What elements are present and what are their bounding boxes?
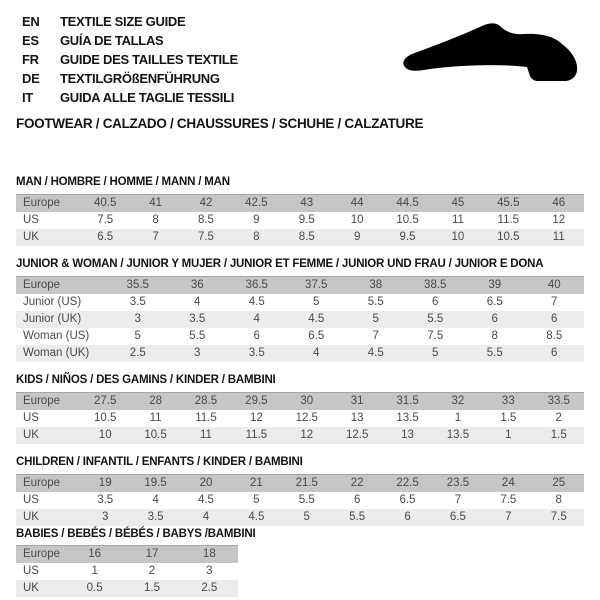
size-value: 6 [432, 296, 439, 308]
size-value: 6.5 [97, 231, 114, 243]
size-value: 40.5 [94, 197, 117, 209]
size-value: 11 [451, 214, 464, 226]
size-value: 4.5 [308, 313, 325, 325]
size-table [16, 276, 584, 362]
size-value: 16 [88, 548, 102, 560]
size-value: 9.5 [399, 231, 416, 243]
size-value: 30 [300, 395, 314, 407]
size-table [16, 194, 584, 246]
size-value: 43 [300, 197, 314, 209]
table-row [16, 277, 584, 295]
size-value: 11.5 [195, 412, 217, 424]
table-row [16, 410, 584, 427]
row-label: Woman (US) [23, 330, 90, 342]
size-value: 28 [149, 395, 162, 407]
section-title: BABIES / BEBÉS / BÉBÉS / BABYS /BAMBINI [16, 528, 256, 540]
size-value: 5.5 [349, 511, 366, 523]
size-value: 28.5 [194, 395, 218, 407]
size-value: 1.5 [143, 582, 160, 594]
size-value: 42 [199, 197, 213, 209]
size-value: 3 [206, 565, 213, 577]
size-value: 33 [501, 395, 515, 407]
shoe-icon [400, 22, 580, 84]
size-section [16, 373, 584, 444]
size-value: 41 [149, 197, 162, 209]
size-value: 37.5 [305, 279, 328, 291]
size-value: 21 [249, 477, 263, 489]
size-value: 12 [300, 429, 314, 441]
size-value: 4.5 [248, 296, 265, 308]
size-value: 3 [134, 313, 141, 325]
table-row [16, 563, 238, 580]
language-label: GUÍA DE TALLAS [60, 33, 164, 48]
size-value: 8 [555, 494, 562, 506]
size-value: 11 [552, 231, 565, 243]
size-value: 22 [350, 477, 364, 489]
size-value: 11 [200, 429, 212, 441]
size-value: 1.5 [500, 412, 517, 424]
size-value: 13 [401, 429, 414, 441]
size-value: 42.5 [245, 197, 268, 209]
size-value: 39 [488, 279, 502, 291]
size-value: 7 [454, 494, 462, 506]
size-value: 10 [451, 231, 465, 243]
row-label: US [23, 494, 39, 506]
row-label: Woman (UK) [23, 347, 90, 359]
size-value: 6 [491, 313, 498, 325]
size-value: 6 [253, 330, 260, 342]
table-row [16, 427, 584, 444]
size-value: 45 [451, 197, 465, 209]
row-label: Junior (US) [23, 296, 82, 308]
size-tables [16, 175, 584, 597]
size-value: 33.5 [547, 395, 570, 407]
size-value: 2 [555, 412, 562, 424]
table-row [16, 195, 584, 213]
size-value: 3 [194, 347, 201, 359]
size-value: 11.5 [245, 429, 268, 441]
table-row [16, 328, 584, 345]
size-value: 1.5 [550, 429, 567, 441]
size-value: 2 [148, 565, 156, 577]
language-code: EN [22, 14, 40, 29]
size-table [16, 474, 584, 526]
size-value: 19 [98, 477, 112, 489]
size-value: 4 [253, 313, 260, 325]
size-value: 1 [505, 429, 512, 441]
size-value: 6.5 [449, 511, 466, 523]
size-value: 10.5 [94, 412, 117, 424]
section-title: CHILDREN / INFANTIL / ENFANTS / KINDER / BAMBINI [16, 456, 303, 468]
language-code: DE [22, 71, 40, 86]
size-value: 12.5 [345, 429, 369, 441]
size-value: 10 [350, 214, 364, 226]
category-heading: FOOTWEAR / CALZADO / CHAUSSURES / SCHUHE / CALZATURE [16, 116, 424, 131]
size-value: 2.5 [129, 347, 146, 359]
size-value: 4 [202, 511, 210, 523]
size-value: 19.5 [144, 477, 167, 489]
row-label: Junior (UK) [23, 313, 82, 325]
size-value: 4 [152, 494, 159, 506]
size-value: 5 [372, 313, 379, 325]
size-value: 6 [551, 313, 558, 325]
row-label: UK [23, 429, 39, 441]
row-label: Europe [23, 477, 61, 489]
size-value: 20 [199, 477, 213, 489]
language-code: FR [22, 52, 39, 67]
size-value: 13.5 [396, 412, 419, 424]
size-value: 5.5 [427, 313, 444, 325]
size-value: 4.5 [367, 347, 384, 359]
size-value: 5 [134, 330, 141, 342]
size-value: 11.5 [497, 214, 520, 226]
language-row [22, 88, 584, 107]
row-label: US [23, 565, 39, 577]
size-value: 45.5 [497, 197, 520, 209]
language-label: GUIDA ALLE TAGLIE TESSILI [60, 90, 235, 105]
size-value: 5.5 [298, 494, 315, 506]
size-value: 18 [202, 548, 216, 560]
size-table [16, 392, 584, 444]
row-label: US [23, 214, 39, 226]
size-value: 10.5 [396, 214, 419, 226]
table-row [16, 580, 238, 597]
size-section [16, 527, 584, 597]
size-value: 1 [454, 412, 462, 424]
table-row [16, 393, 584, 411]
size-value: 35.5 [126, 279, 149, 291]
size-value: 3.5 [129, 296, 146, 308]
size-value: 38.5 [424, 279, 447, 291]
size-section [16, 455, 584, 526]
size-value: 8.5 [546, 330, 563, 342]
size-value: 8 [491, 330, 498, 342]
size-value: 22.5 [396, 477, 419, 489]
size-value: 6.5 [399, 494, 416, 506]
size-section [16, 257, 584, 362]
size-value: 3.5 [147, 511, 164, 523]
size-value: 9 [353, 231, 361, 243]
size-value: 3.5 [97, 494, 114, 506]
language-label: GUIDE DES TAILLES TEXTILE [60, 52, 238, 67]
size-value: 0.5 [86, 582, 103, 594]
row-label: UK [23, 231, 39, 243]
language-code: IT [22, 90, 33, 105]
row-label: Europe [23, 197, 61, 209]
size-value: 5 [253, 494, 260, 506]
table-row [16, 546, 238, 564]
size-value: 40 [547, 279, 561, 291]
size-value: 3 [101, 511, 109, 523]
size-value: 4 [194, 296, 201, 308]
language-label: TEXTILGRÖßENFÜHRUNG [60, 71, 220, 86]
size-value: 38 [369, 279, 383, 291]
size-value: 4.5 [197, 494, 214, 506]
size-value: 32 [451, 395, 465, 407]
table-row [16, 509, 584, 526]
size-value: 5.5 [189, 330, 206, 342]
size-value: 13.5 [446, 429, 470, 441]
size-value: 12 [552, 214, 566, 226]
size-value: 8.5 [197, 214, 214, 226]
section-title: JUNIOR & WOMAN / JUNIOR Y MUJER / JUNIOR ET FEMME / JUNIOR UND FRAU / JUNIOR E DONA [16, 258, 544, 270]
size-value: 7 [505, 511, 512, 523]
size-value: 7.5 [97, 214, 114, 226]
size-value: 3.5 [189, 313, 206, 325]
table-row [16, 492, 584, 509]
size-value: 5 [313, 296, 320, 308]
size-value: 6.5 [308, 330, 325, 342]
size-value: 24 [501, 477, 515, 489]
size-value: 10.5 [144, 429, 167, 441]
row-label: UK [23, 511, 39, 523]
size-value: 7 [152, 231, 159, 243]
size-value: 27.5 [94, 395, 117, 407]
row-label: Europe [23, 548, 61, 560]
size-value: 46 [552, 197, 566, 209]
size-value: 44.5 [396, 197, 419, 209]
table-row [16, 229, 584, 246]
size-value: 6 [551, 347, 558, 359]
size-value: 8 [253, 231, 260, 243]
size-value: 4 [313, 347, 320, 359]
size-value: 8.5 [298, 231, 315, 243]
size-value: 6 [404, 511, 411, 523]
table-row [16, 212, 584, 229]
size-value: 7.5 [427, 330, 444, 342]
section-title: MAN / HOMBRE / HOMME / MANN / MAN [16, 176, 230, 188]
table-row [16, 311, 584, 328]
size-value: 5.5 [486, 347, 503, 359]
size-value: 6.5 [486, 296, 503, 308]
size-value: 7.5 [197, 231, 214, 243]
size-value: 5 [303, 511, 310, 523]
row-label: Europe [23, 395, 61, 407]
language-code: ES [22, 33, 39, 48]
table-row [16, 294, 584, 311]
size-value: 2.5 [201, 582, 218, 594]
size-value: 9.5 [298, 214, 315, 226]
size-value: 10.5 [497, 231, 520, 243]
size-value: 11 [149, 412, 162, 424]
size-value: 29.5 [245, 395, 268, 407]
size-value: 31.5 [396, 395, 419, 407]
row-label: Europe [23, 279, 61, 291]
row-label: UK [23, 582, 39, 594]
language-label: TEXTILE SIZE GUIDE [60, 14, 186, 29]
size-value: 31 [350, 395, 364, 407]
size-table [16, 545, 238, 597]
size-value: 1 [91, 565, 98, 577]
size-value: 6 [353, 494, 361, 506]
size-value: 21.5 [295, 477, 318, 489]
size-value: 23.5 [446, 477, 470, 489]
size-value: 4.5 [248, 511, 265, 523]
size-value: 9 [253, 214, 260, 226]
size-value: 12.5 [295, 412, 318, 424]
size-value: 13 [350, 412, 364, 424]
size-value: 12 [249, 412, 263, 424]
size-value: 17 [145, 548, 159, 560]
size-value: 7.5 [550, 511, 567, 523]
size-value: 10 [98, 429, 112, 441]
size-value: 25 [552, 477, 566, 489]
size-value: 44 [350, 197, 364, 209]
size-value: 5.5 [367, 296, 384, 308]
size-value: 7 [551, 296, 558, 308]
size-value: 7 [372, 330, 379, 342]
size-value: 8 [152, 214, 159, 226]
size-value: 3.5 [248, 347, 265, 359]
table-row [16, 345, 584, 362]
size-value: 7.5 [500, 494, 517, 506]
size-section [16, 175, 584, 246]
table-row [16, 475, 584, 493]
size-value: 36 [190, 279, 204, 291]
size-value: 5 [432, 347, 439, 359]
section-title: KIDS / NIÑOS / DES GAMINS / KINDER / BAMBINI [16, 374, 276, 386]
row-label: US [23, 412, 39, 424]
size-value: 36.5 [245, 279, 268, 291]
